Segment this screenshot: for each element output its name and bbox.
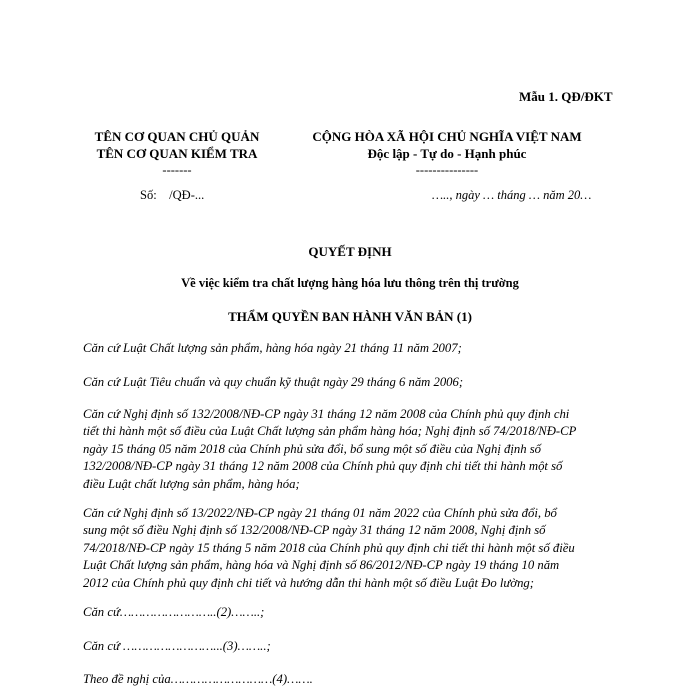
issuing-authority: THẨM QUYỀN BAN HÀNH VĂN BẢN (1) <box>228 309 472 324</box>
legal-basis-paragraph <box>83 638 623 655</box>
proposal-paragraph <box>83 671 623 688</box>
paragraph-line: Căn cứ……………………..(2)……..; <box>83 605 265 619</box>
left-header-rule: ------- <box>162 163 192 177</box>
paragraph-line: Theo đề nghị của………………………(4)……. <box>83 672 313 686</box>
legal-basis-paragraph <box>83 374 623 391</box>
paragraph-line: ngày 15 tháng 05 năm 2018 của Chính phủ sửa đổi, bổ sung một số điều của Nghị định số <box>83 441 542 456</box>
right-header-rule: --------------- <box>415 163 479 177</box>
paragraph-line: điều Luật chất lượng sản phẩm, hàng hóa; <box>83 476 300 491</box>
paragraph-line: Căn cứ Luật Tiêu chuẩn và quy chuẩn kỹ thuật ngày 29 tháng 6 năm 2006; <box>83 375 464 389</box>
paragraph-line: Căn cứ Luật Chất lượng sản phẩm, hàng hóa ngày 21 tháng 11 năm 2007; <box>83 341 462 355</box>
decision-number: Số: /QĐ-... <box>140 188 205 202</box>
paragraph-line: Căn cứ ……………………...(3)……..; <box>83 639 271 653</box>
document-subtitle: Về việc kiểm tra chất lượng hàng hóa lưu thông trên thị trường <box>181 276 519 290</box>
paragraph-line: tiết thi hành một số điều của Luật Chất lượng sản phẩm hàng hóa; Nghị định số 74/2018/NĐ-CP <box>83 424 577 439</box>
paragraph-line: Căn cứ Nghị định số 13/2022/NĐ-CP ngày 21 tháng 01 năm 2022 của Chính phủ sửa đổi, bổ <box>83 506 557 520</box>
legal-basis-paragraph <box>83 505 623 592</box>
governing-agency-name: TÊN CƠ QUAN CHỦ QUẢN <box>94 129 260 144</box>
paragraph-line: 2012 của Chính phủ quy định chi tiết và hướng dẫn thi hành một số điều Luật Đo lường; <box>83 575 534 590</box>
legal-basis-paragraph <box>83 340 623 357</box>
paragraph-line: Luật Chất lượng sản phẩm, hàng hóa và Nghị định số 86/2012/NĐ-CP ngày 19 tháng 10 năm <box>83 558 560 573</box>
form-code: Mẫu 1. QĐ/ĐKT <box>519 89 613 104</box>
legal-basis-paragraph <box>83 406 623 493</box>
paragraph-line: sung một số điều Nghị định số 132/2008/NĐ-CP ngày 31 tháng 12 năm 2008, Nghị định số <box>83 523 546 538</box>
inspection-agency-name: TÊN CƠ QUAN KIỂM TRA <box>96 146 258 161</box>
national-motto: Độc lập - Tự do - Hạnh phúc <box>367 146 527 161</box>
paragraph-line: 132/2008/NĐ-CP ngày 31 tháng 12 năm 2008 của Chính phủ quy định chi tiết thi hành một số <box>83 459 563 474</box>
legal-basis-paragraph <box>83 604 623 621</box>
issue-date: ….., ngày … tháng … năm 20… <box>432 188 592 202</box>
national-title: CỘNG HÒA XÃ HỘI CHỦ NGHĨA VIỆT NAM <box>312 129 582 144</box>
document-title: QUYẾT ĐỊNH <box>308 244 392 259</box>
paragraph-line: 74/2018/NĐ-CP ngày 15 tháng 5 năm 2018 của Chính phủ quy định chi tiết thi hành một số điều <box>83 540 575 555</box>
paragraph-line: Căn cứ Nghị định số 132/2008/NĐ-CP ngày 31 tháng 12 năm 2008 của Chính phủ quy định chi <box>83 407 570 421</box>
